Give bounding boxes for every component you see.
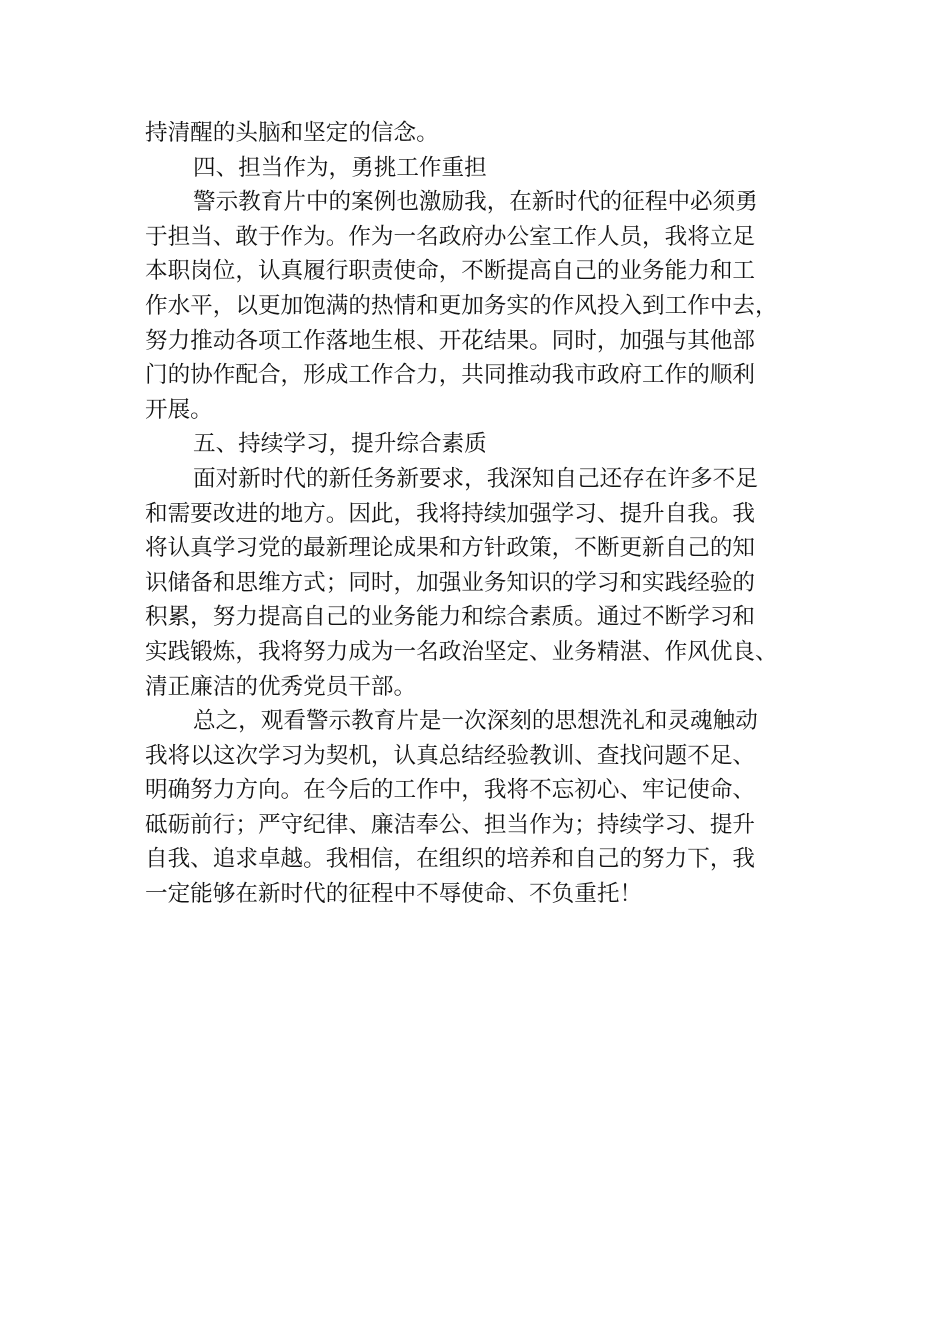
text-line: 努力推动各项工作落地生根、开花结果。同时，加强与其他部	[145, 327, 756, 354]
text-line: 面对新时代的新任务新要求，我深知自己还存在许多不足	[193, 465, 758, 492]
text-line: 我将以这次学习为契机，认真总结经验教训、查找问题不足、	[145, 742, 756, 769]
text-line: 持清醒的头脑和坚定的信念。	[145, 120, 439, 146]
text-line: 清正廉洁的优秀党员干部。	[145, 673, 417, 700]
text-line: 本职岗位，认真履行职责使命，不断提高自己的业务能力和工	[145, 258, 756, 285]
text-line: 开展。	[145, 396, 213, 423]
text-line: 作水平，以更加饱满的热情和更加务实的作风投入到工作中去，	[145, 292, 778, 319]
text-line: 将认真学习党的最新理论成果和方针政策，不断更新自己的知	[145, 535, 756, 562]
text-line: 积累，努力提高自己的业务能力和综合素质。通过不断学习和	[145, 604, 756, 631]
text-line: 门的协作配合，形成工作合力，共同推动我市政府工作的顺利	[145, 362, 756, 389]
text-line: 识储备和思维方式；同时，加强业务知识的学习和实践经验的	[145, 569, 756, 596]
text-line: 于担当、敢于作为。作为一名政府办公室工作人员，我将立足	[145, 223, 756, 250]
document-body	[145, 116, 815, 912]
text-line: 警示教育片中的案例也激励我，在新时代的征程中必须勇	[193, 189, 758, 216]
text-line: 明确努力方向。在今后的工作中，我将不忘初心、牢记使命、	[145, 777, 756, 804]
text-line: 总之，观看警示教育片是一次深刻的思想洗礼和灵魂触动	[193, 708, 758, 735]
text-line: 五、持续学习，提升综合素质	[193, 431, 487, 458]
text-line: 实践锻炼，我将努力成为一名政治坚定、业务精湛、作风优良、	[145, 638, 778, 665]
text-line: 和需要改进的地方。因此，我将持续加强学习、提升自我。我	[145, 500, 756, 527]
text-line: 自我、追求卓越。我相信，在组织的培养和自己的努力下，我	[145, 846, 756, 873]
text-line: 一定能够在新时代的征程中不辱使命、不负重托！	[145, 881, 643, 908]
text-line: 四、担当作为，勇挑工作重担	[193, 154, 487, 181]
text-line: 砥砺前行；严守纪律、廉洁奉公、担当作为；持续学习、提升	[145, 811, 756, 838]
